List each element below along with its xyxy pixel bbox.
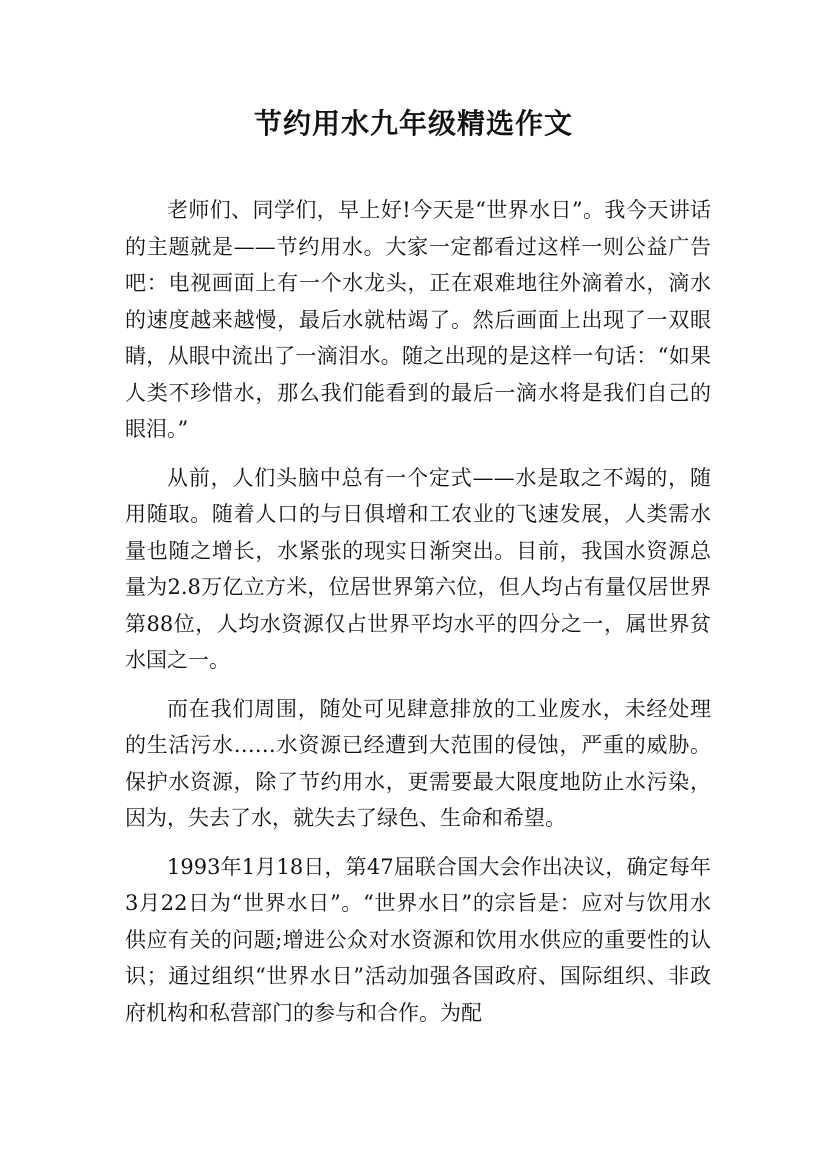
- document-body: [125, 192, 711, 1043]
- paragraph-1: 老师们、同学们，早上好!今天是“世界水日”。我今天讲话的主题就是——节约用水。大家一定都看过这样一则公益广告吧：电视画面上有一个水龙头，正在艰难地往外滴着水，滴水的速度越来越慢，最后水就枯竭了。然后画面上出现了一双眼睛，从眼中流出了一滴泪水。随之出现的是这样一句话：“如果人类不珍惜水，那么我们能看到的最后一滴水将是我们自己的眼泪。”: [125, 198, 711, 441]
- paragraph-4: 1993年1月18日，第47届联合国大会作出决议，确定每年3月22日为“世界水日”。“世界水日”的宗旨是：应对与饮用水供应有关的问题;增进公众对水资源和饮用水供应的重要性的认识；通过组织“世界水日”活动加强各国政府、国际组织、非政府机构和私营部门的参与和合作。为配: [125, 854, 711, 1025]
- paragraph-2: 从前，人们头脑中总有一个定式——水是取之不竭的，随用随取。随着人口的与日俱增和工农业的飞速发展，人类需水量也随之增长，水紧张的现实日渐突出。目前，我国水资源总量为2.8万亿立方米，位居世界第六位，但人均占有量仅居世界第88位，人均水资源仅占世界平均水平的四分之一，属世界贫水国之一。: [125, 465, 711, 672]
- paragraph-3: 而在我们周围，随处可见肆意排放的工业废水，未经处理的生活污水……水资源已经遭到大范围的侵蚀，严重的威胁。保护水资源，除了节约用水，更需要最大限度地防止水污染，因为，失去了水，就失去了绿色、生命和希望。: [125, 696, 711, 830]
- document-title: 节约用水九年级精选作文: [253, 107, 573, 140]
